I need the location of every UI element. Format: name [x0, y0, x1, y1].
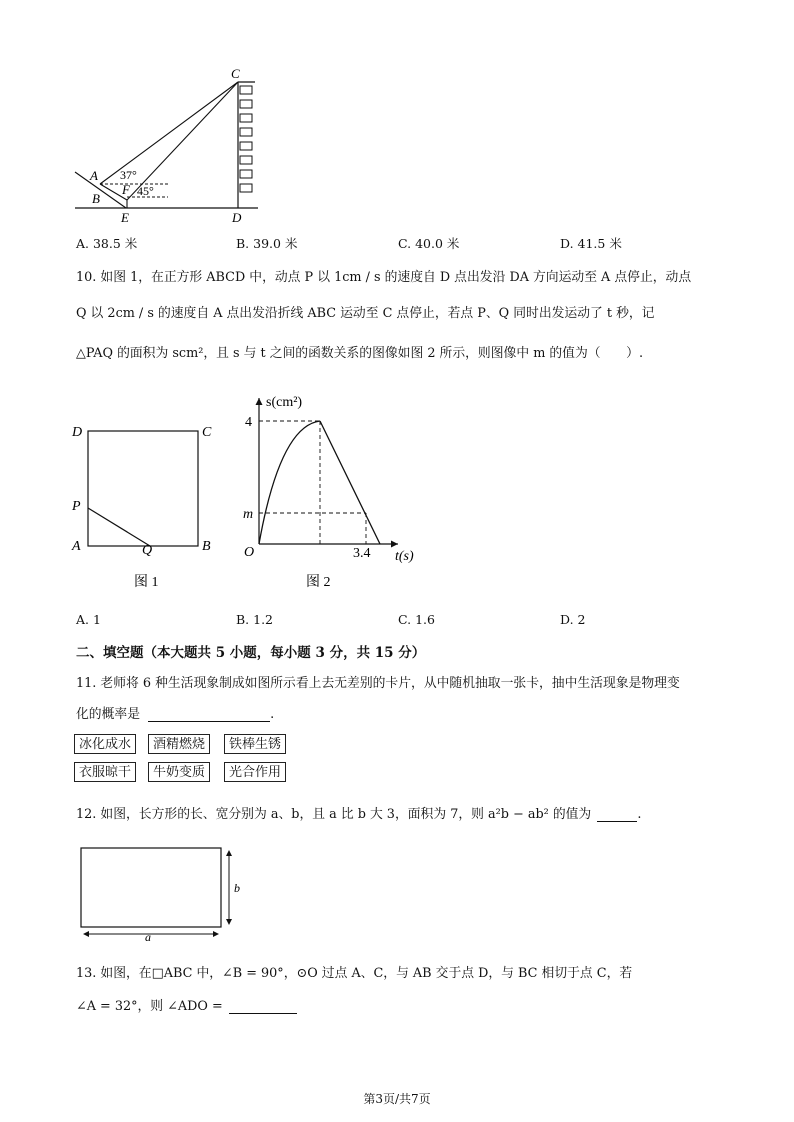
q13-answer-blank[interactable] [229, 999, 297, 1014]
graph-xlabel: t(s) [395, 549, 414, 564]
q11-line2-end: . [270, 707, 275, 722]
rect-label-b: b [234, 881, 240, 895]
q11-answer-blank[interactable] [148, 707, 270, 722]
q12-answer-blank[interactable] [597, 807, 637, 822]
q12-line [76, 803, 641, 822]
square-figure [68, 416, 228, 596]
card-6: 光合作用 [224, 762, 286, 782]
q10-line1: 10. 如图 1，在正方形 ABCD 中，动点 P 以 1cm / s 的速度自 D 点出发沿 DA 方向运动至 A 点停止，动点 [76, 270, 692, 285]
tower-label-E: E [121, 210, 129, 224]
card-4: 衣服晾干 [74, 762, 136, 782]
tower-angle-37: 37° [120, 168, 137, 182]
q9-option-b[interactable]: B. 39.0 米 [236, 236, 298, 251]
q9-option-a[interactable]: A. 38.5 米 [76, 236, 138, 251]
graph-tick-m: m [243, 507, 254, 522]
graph-ylabel: s(cm²) [266, 395, 303, 410]
q10-option-c[interactable]: C. 1.6 [398, 612, 435, 627]
graph-tick-3-4: 3.4 [353, 546, 371, 561]
fig1-label-B: B [202, 539, 211, 554]
tower-figure [70, 62, 270, 224]
graph-origin: O [244, 545, 255, 560]
q11-line2-text: 化的概率是 [76, 707, 140, 722]
q11-line1: 11. 老师将 6 种生活现象制成如图所示看上去无差别的卡片，从中随机抽取一张卡，抽中生活现象是物理变 [76, 676, 680, 691]
graph-tick-4: 4 [245, 415, 252, 430]
q9-option-c[interactable]: C. 40.0 米 [398, 236, 460, 251]
q10-option-b[interactable]: B. 1.2 [236, 612, 274, 627]
fig1-label-Q: Q [142, 543, 153, 558]
q13-line2-text: ∠A = 32°，则 ∠ADO = [76, 999, 223, 1014]
q10-line2: Q 以 2cm / s 的速度自 A 点出发沿折线 ABC 运动至 C 点停止，若点 P、Q 同时出发运动了 t 秒，记 [76, 306, 655, 321]
fig2-caption: 图 2 [306, 575, 331, 590]
fig1-label-C: C [202, 425, 212, 440]
fig1-caption: 图 1 [134, 575, 159, 590]
card-5: 牛奶变质 [148, 762, 210, 782]
tower-label-D: D [232, 210, 242, 224]
q10-line3: △PAQ 的面积为 scm²，且 s 与 t 之间的函数关系的图像如图 2 所示，则图像中 m 的值为（ ）. [76, 346, 644, 361]
tower-label-A: A [90, 168, 98, 183]
tower-angle-45: 45° [137, 184, 154, 198]
tower-label-B: B [92, 191, 100, 206]
q10-option-d[interactable]: D. 2 [560, 612, 586, 627]
card-1: 冰化成水 [74, 734, 136, 754]
fig1-label-P: P [72, 499, 81, 514]
q13-line1: 13. 如图，在□ABC 中，∠B = 90°，⊙O 过点 A、C，与 AB 交于点 D，与 BC 相切于点 C，若 [76, 966, 633, 981]
q9-option-d[interactable]: D. 41.5 米 [560, 236, 622, 251]
function-graph [240, 386, 430, 596]
card-2: 酒精燃烧 [148, 734, 210, 754]
page-footer: 第3页/共7页 [363, 1092, 431, 1106]
rect-label-a: a [145, 930, 151, 942]
fig1-label-D: D [72, 425, 83, 440]
q12-end: . [637, 807, 642, 822]
q11-line2 [76, 703, 274, 722]
tower-label-F: F [122, 182, 130, 197]
q12-text: 12. 如图，长方形的长、宽分别为 a、b，且 a 比 b 大 3，面积为 7，则 a²b − ab² 的值为 [76, 807, 592, 822]
tower-label-C: C [231, 66, 240, 81]
fig1-label-A: A [72, 539, 81, 554]
q10-option-a[interactable]: A. 1 [76, 612, 101, 627]
q13-line2 [76, 995, 297, 1014]
rectangle-figure [74, 842, 254, 942]
section2-title: 二、填空题（本大题共 5 小题，每小题 3 分，共 15 分） [76, 645, 426, 661]
card-3: 铁棒生锈 [224, 734, 286, 754]
